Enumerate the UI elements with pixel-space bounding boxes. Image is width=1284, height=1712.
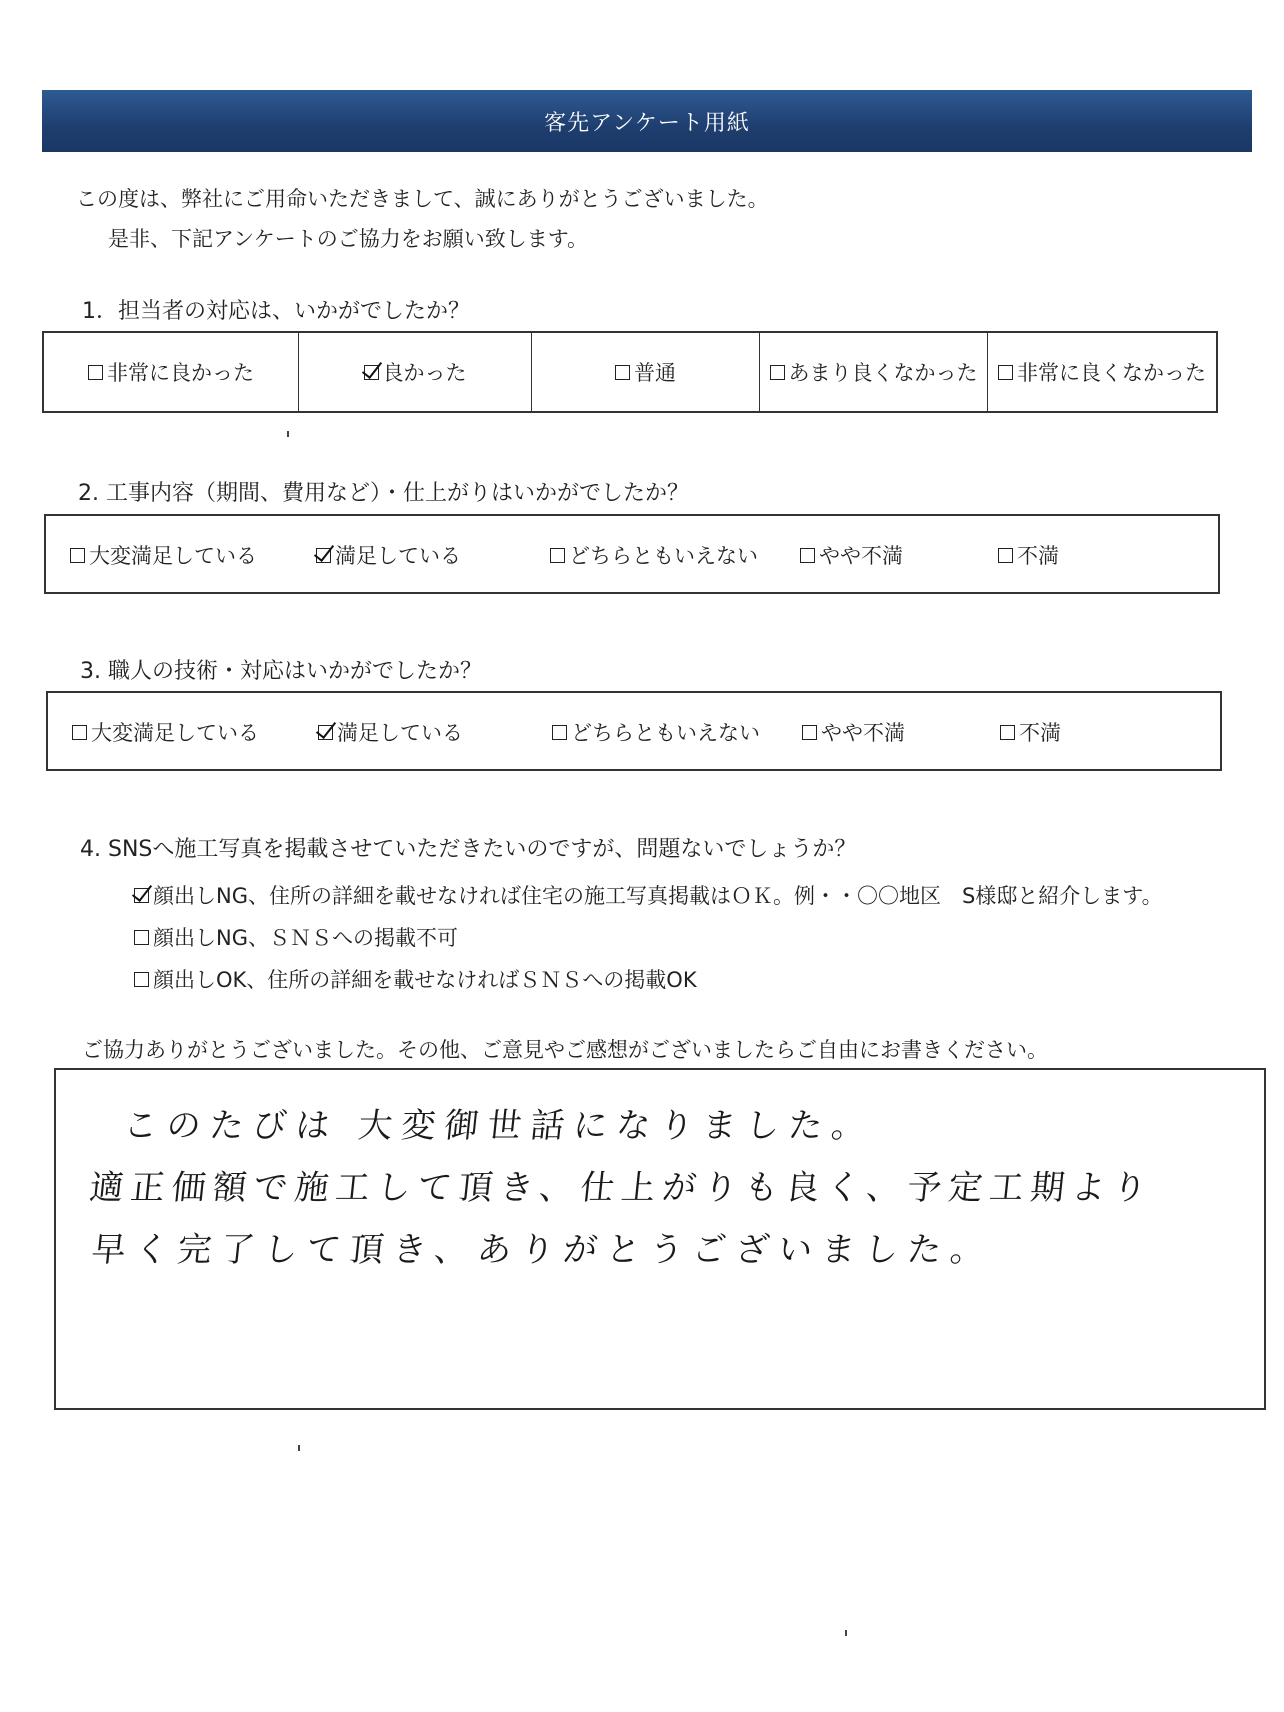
checkbox-icon[interactable] bbox=[770, 365, 785, 380]
intro-line-2: 是非、下記アンケートのご協力をお願い致します。 bbox=[108, 227, 589, 251]
q3-option-1[interactable]: 大変満足している bbox=[72, 717, 259, 747]
q3-option-2[interactable]: 満足している bbox=[318, 717, 463, 747]
handwritten-line-2: 適正価額で施工して頂き、仕上がりも良く、予定工期より bbox=[87, 1168, 1156, 1208]
q2-option-1[interactable]: 大変満足している bbox=[70, 540, 257, 570]
checkbox-icon[interactable] bbox=[552, 725, 567, 740]
q2-option-2[interactable]: 満足している bbox=[316, 540, 461, 570]
q2-option-3[interactable]: どちらともいえない bbox=[550, 540, 758, 570]
q3-option-4[interactable]: やや不満 bbox=[802, 717, 905, 747]
scan-speck bbox=[287, 431, 289, 437]
handwritten-line-3: 早く完了して頂き、ありがとうございました。 bbox=[89, 1230, 996, 1270]
q2-question: 2. 工事内容（期間、費用など）・仕上がりはいかがでしたか？ bbox=[78, 481, 689, 506]
q1-option-1[interactable]: 非常に良かった bbox=[44, 333, 299, 411]
q3-option-5[interactable]: 不満 bbox=[1000, 717, 1061, 747]
checked-checkbox-icon[interactable] bbox=[316, 548, 331, 563]
q1-option-5[interactable]: 非常に良くなかった bbox=[988, 333, 1216, 411]
q1-option-4[interactable]: あまり良くなかった bbox=[760, 333, 988, 411]
checkbox-icon[interactable] bbox=[615, 365, 630, 380]
checked-checkbox-icon[interactable] bbox=[364, 365, 379, 380]
checkbox-icon[interactable] bbox=[1000, 725, 1015, 740]
q2-option-4[interactable]: やや不満 bbox=[800, 540, 903, 570]
intro-line-1: この度は、弊社にご用命いただきまして、誠にありがとうございました。 bbox=[76, 187, 769, 211]
q4-option-1[interactable]: 顔出しNG、住所の詳細を載せなければ住宅の施工写真掲載はＯＫ。例・・〇〇地区 S様邸と紹介します。 bbox=[134, 880, 1163, 910]
checked-checkbox-icon[interactable] bbox=[318, 725, 333, 740]
q3-question: 3. 職人の技術・対応はいかがでしたか？ bbox=[80, 659, 482, 684]
checkbox-icon[interactable] bbox=[998, 548, 1013, 563]
checkbox-icon[interactable] bbox=[802, 725, 817, 740]
scan-speck bbox=[845, 1630, 847, 1636]
checked-checkbox-icon[interactable] bbox=[134, 888, 149, 903]
checkbox-icon[interactable] bbox=[134, 972, 149, 987]
q3-option-3[interactable]: どちらともいえない bbox=[552, 717, 760, 747]
checkbox-icon[interactable] bbox=[800, 548, 815, 563]
form-title-banner bbox=[42, 90, 1252, 152]
q1-question: 1．担当者の対応は、いかがでしたか？ bbox=[82, 299, 470, 324]
checkbox-icon[interactable] bbox=[70, 548, 85, 563]
q1-option-2[interactable]: 良かった bbox=[299, 333, 532, 411]
checkbox-icon[interactable] bbox=[88, 365, 103, 380]
q4-option-3[interactable]: 顔出しOK、住所の詳細を載せなければＳＮＳへの掲載OK bbox=[134, 964, 697, 994]
q2-option-5[interactable]: 不満 bbox=[998, 540, 1059, 570]
checkbox-icon[interactable] bbox=[72, 725, 87, 740]
checkbox-icon[interactable] bbox=[134, 930, 149, 945]
scan-speck bbox=[298, 1445, 300, 1451]
comments-prompt: ご協力ありがとうございました。その他、ご意見やご感想がございましたらご自由にお書きください。 bbox=[82, 1038, 1048, 1062]
form-title: 客先アンケート用紙 bbox=[544, 110, 750, 136]
handwritten-line-1: このたびは 大変御世話になりました。 bbox=[121, 1106, 877, 1146]
q1-option-3[interactable]: 普通 bbox=[532, 333, 760, 411]
q4-option-2[interactable]: 顔出しNG、ＳＮＳへの掲載不可 bbox=[134, 922, 458, 952]
checkbox-icon[interactable] bbox=[550, 548, 565, 563]
q4-question: 4. SNSへ施工写真を掲載させていただきたいのですが、問題ないでしょうか？ bbox=[80, 837, 857, 862]
checkbox-icon[interactable] bbox=[998, 365, 1013, 380]
q1-options-table bbox=[42, 331, 1218, 413]
